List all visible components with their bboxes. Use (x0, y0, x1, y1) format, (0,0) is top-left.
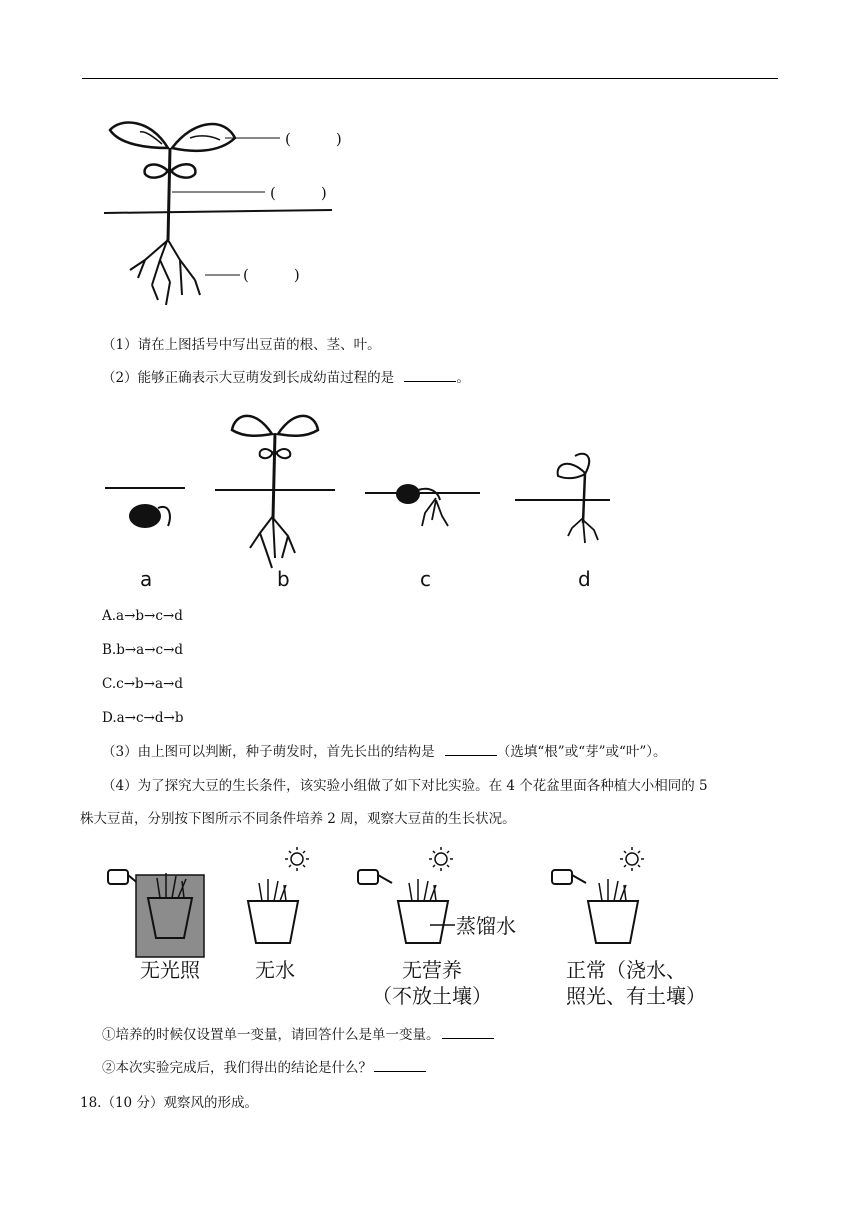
germination-stages-figure (100, 408, 630, 593)
question-3 (102, 743, 667, 761)
question-3-suffix: （选填“根”或“芽”或“叶”）。 (496, 744, 667, 760)
seedling-figure (100, 110, 390, 315)
question-2 (102, 369, 470, 387)
label-distilled-water: 蒸馏水 (456, 914, 516, 938)
stage-label-d: d (578, 567, 591, 591)
stage-label-a: a (140, 567, 153, 591)
sub-question-1-text: ①培养的时候仅设置单一变量，请回答什么是单一变量。 (102, 1027, 440, 1043)
label-no-soil: （不放土壤） (372, 984, 492, 1008)
header-rule (82, 78, 778, 79)
answer-blank-2[interactable] (404, 369, 456, 382)
question-2-suffix: 。 (456, 370, 470, 386)
option-a[interactable]: A.a→b→c→d (102, 608, 183, 624)
answer-blank-sub1[interactable] (442, 1026, 494, 1039)
stage-label-b: b (277, 567, 290, 591)
label-normal-1: 正常（浇水、 (566, 958, 686, 982)
question-1: （1）请在上图括号中写出豆苗的根、茎、叶。 (102, 337, 381, 353)
option-d[interactable]: D.a→c→d→b (102, 710, 184, 726)
question-4-line1: （4）为了探究大豆的生长条件，该实验小组做了如下对比实验。在 4 个花盆里面各种植大小相同的 5 (102, 778, 708, 794)
answer-blank-3[interactable] (445, 743, 497, 756)
question-2-text: （2）能够正确表示大豆萌发到长成幼苗过程的是 (102, 370, 395, 386)
question-4-line2: 株大豆苗，分别按下图所示不同条件培养 2 周，观察大豆苗的生长状况。 (80, 811, 516, 827)
bracket-stem: ( ) (270, 184, 327, 202)
sub-question-2 (102, 1059, 426, 1077)
label-no-water: 无水 (255, 958, 295, 982)
option-b[interactable]: B.b→a→c→d (102, 642, 184, 658)
label-normal-2: 照光、有土壤） (566, 984, 706, 1008)
question-3-text: （3）由上图可以判断，种子萌发时，首先长出的结构是 (102, 744, 435, 760)
sub-question-1 (102, 1026, 494, 1044)
answer-blank-sub2[interactable] (374, 1059, 426, 1072)
sub-question-2-text: ②本次实验完成后，我们得出的结论是什么？ (102, 1060, 372, 1076)
experiment-figure (100, 843, 740, 968)
label-no-light: 无光照 (140, 958, 200, 982)
stage-label-c: c (420, 567, 431, 591)
bracket-root: ( ) (243, 266, 300, 284)
bracket-leaf: ( ) (285, 130, 342, 148)
question-18: 18.（10 分）观察风的形成。 (80, 1095, 258, 1111)
option-c[interactable]: C.c→b→a→d (102, 676, 183, 692)
label-no-nutrients: 无营养 (402, 958, 462, 982)
